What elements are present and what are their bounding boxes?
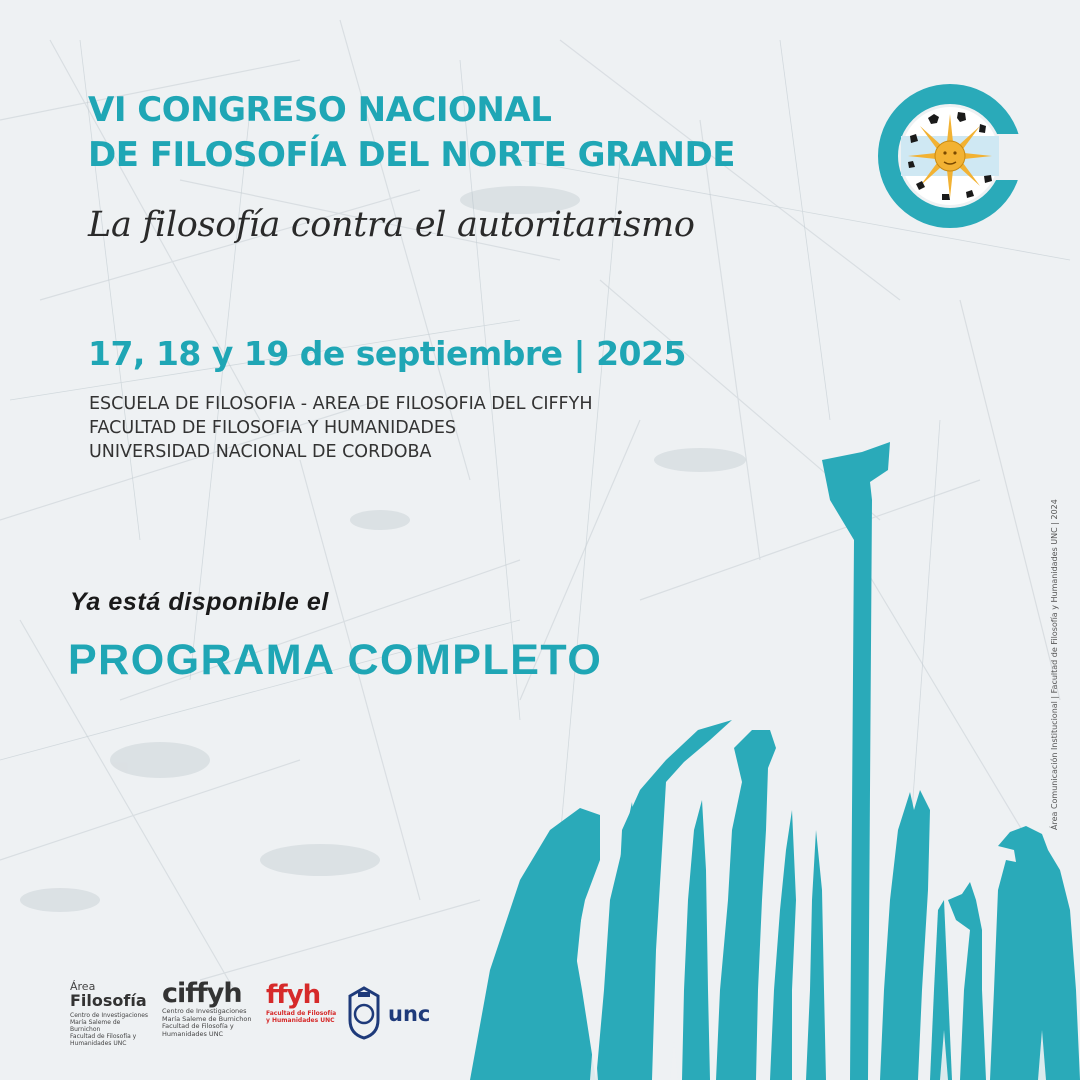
event-dates: 17, 18 y 19 de septiembre | 2025 [88, 334, 686, 373]
ciffyh-logo-sub [162, 1008, 262, 1038]
area-logo-sub-line: Facultad de Filosofía y Humanidades UNC [70, 1033, 137, 1047]
institution-line: UNIVERSIDAD NACIONAL DE CORDOBA [89, 442, 432, 462]
area-filosofia-logo [70, 980, 150, 1047]
ciffyh-logo-sub-line: María Saleme de Burnichon [162, 1014, 252, 1023]
page-subtitle: La filosofía contra el autoritarismo [88, 205, 695, 245]
ciffyh-logo-sub-line: Facultad de Filosofía y Humanidades UNC [162, 1022, 234, 1038]
ffyh-logo-name: ffyh [266, 980, 321, 1010]
unc-seal-icon [344, 984, 384, 1040]
ffyh-logo [266, 980, 346, 1024]
ffyh-logo-sub-line: Facultad de Filosofía [266, 1010, 337, 1017]
area-logo-sub [70, 1012, 150, 1047]
title-line-2: DE FILOSOFÍA DEL NORTE GRANDE [88, 135, 735, 175]
institution-line: FACULTAD DE FILOSOFIA Y HUMANIDADES [89, 418, 457, 438]
ffyh-logo-sub [266, 1010, 346, 1024]
unc-logo-name: unc [388, 1002, 431, 1026]
figures-illustration [470, 430, 1080, 1080]
circle-sun-emblem-icon [858, 84, 1048, 229]
announcement-lead: Ya está disponible el [70, 588, 329, 616]
institution-line: ESCUELA DE FILOSOFIA - AREA DE FILOSOFIA DEL CIFFYH [89, 394, 593, 414]
ciffyh-logo [162, 980, 262, 1038]
ciffyh-logo-sub-line: Centro de Investigaciones [162, 1007, 247, 1015]
area-logo-name: Filosofía [70, 991, 147, 1010]
logos-bar [70, 980, 490, 1050]
title-line-1: VI CONGRESO NACIONAL [88, 90, 552, 130]
ffyh-logo-sub-line: y Humanidades UNC [266, 1017, 335, 1024]
area-logo-top: Área [70, 980, 96, 993]
area-logo-sub-line: Centro de Investigaciones [70, 1012, 149, 1019]
area-logo-sub-line: María Saleme de Burnichon [70, 1019, 121, 1033]
ciffyh-logo-name: ciffyh [162, 978, 242, 1009]
page-title [88, 88, 735, 178]
announcement-highlight: PROGRAMA COMPLETO [68, 636, 603, 684]
